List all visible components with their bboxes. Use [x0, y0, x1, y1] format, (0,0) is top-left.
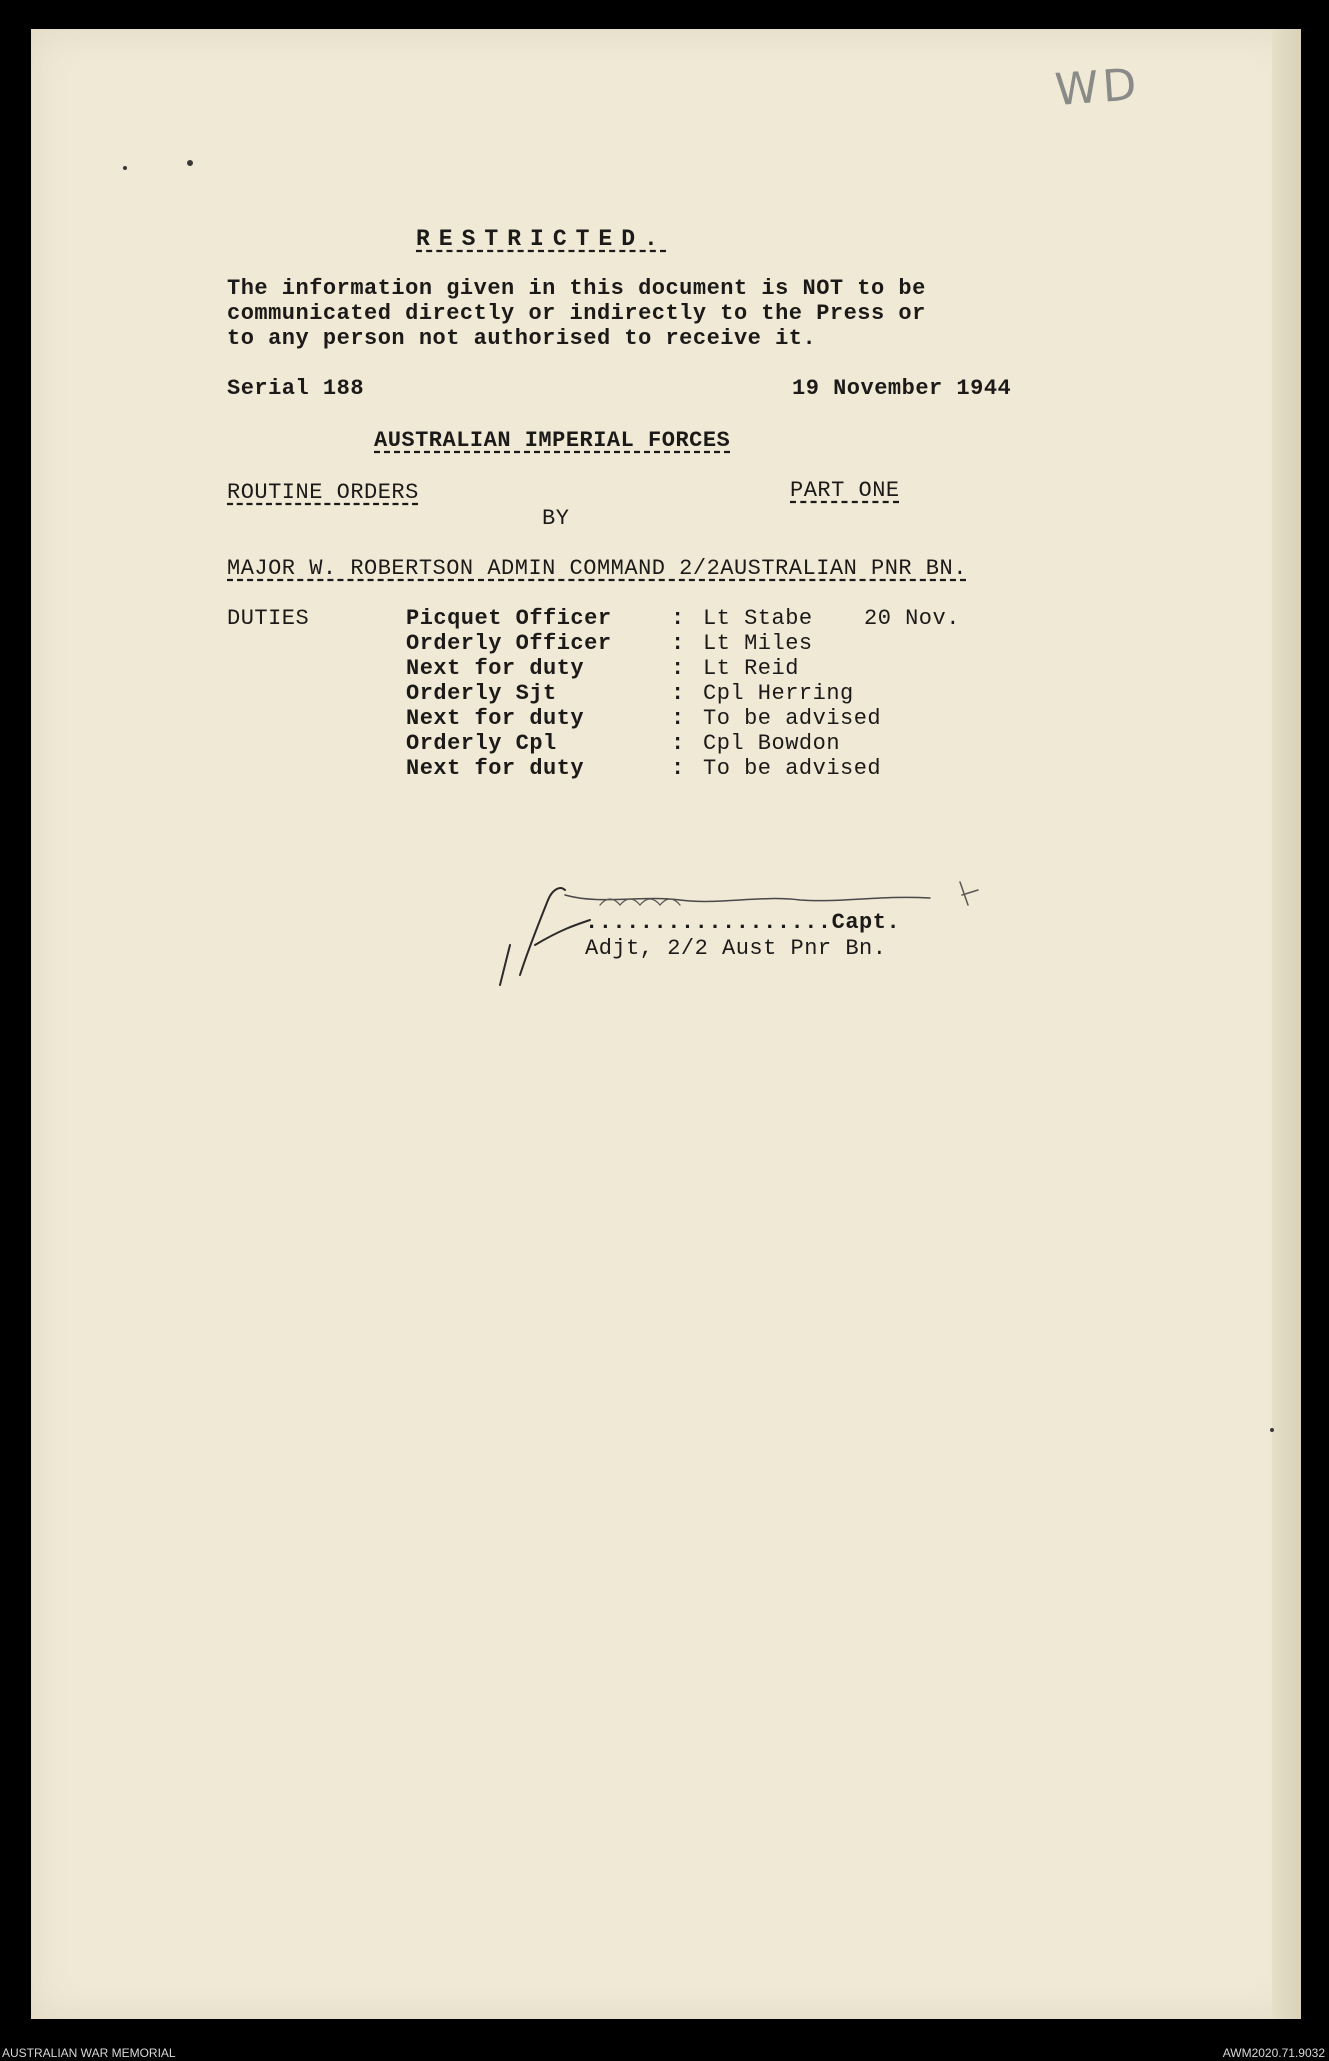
duty-assignee: Lt Stabe: [703, 606, 813, 631]
duty-assignee: Lt Reid: [703, 656, 799, 681]
duty-assignee: To be advised: [703, 706, 882, 731]
serial-number: Serial 188: [227, 376, 365, 401]
duty-role: Next for duty: [406, 656, 585, 681]
duty-separator: :: [671, 681, 685, 706]
duty-assignee: Lt Miles: [703, 631, 813, 656]
duty-separator: :: [671, 631, 685, 656]
signature-title: Adjt, 2/2 Aust Pnr Bn.: [585, 936, 887, 961]
notice-line-3: to any person not authorised to receive it.: [227, 326, 817, 351]
pencil-note: WD: [1053, 59, 1143, 116]
signature-line: ..................Capt.: [585, 910, 901, 935]
duty-role: Orderly Sjt: [406, 681, 557, 706]
duty-role: Next for duty: [406, 756, 585, 781]
duty-role: Orderly Officer: [406, 631, 612, 656]
duty-date: 20 Nov.: [864, 606, 960, 631]
duty-assignee: Cpl Bowdon: [703, 731, 841, 756]
unit-heading: AUSTRALIAN IMPERIAL FORCES: [374, 428, 731, 453]
duty-separator: :: [671, 606, 685, 631]
by-label: BY: [542, 506, 570, 531]
duty-role: Orderly Cpl: [406, 731, 557, 756]
commander-line: MAJOR W. ROBERTSON ADMIN COMMAND 2/2AUSTRALIAN PNR BN.: [227, 556, 967, 581]
notice-line-1: The information given in this document is NOT to be: [227, 276, 926, 301]
document-date: 19 November 1944: [792, 376, 1012, 401]
duty-role: Next for duty: [406, 706, 585, 731]
part-heading: PART ONE: [790, 478, 900, 503]
duty-separator: :: [671, 706, 685, 731]
duty-role: Picquet Officer: [406, 606, 612, 631]
page-edge: [1272, 29, 1301, 2019]
footer-credit: AUSTRALIAN WAR MEMORIAL: [2, 2046, 176, 2060]
duties-table: [406, 606, 1006, 796]
duty-assignee: Cpl Herring: [703, 681, 854, 706]
classification-heading: RESTRICTED.: [416, 226, 667, 252]
duty-separator: :: [671, 656, 685, 681]
duty-separator: :: [671, 731, 685, 756]
duties-label: DUTIES: [227, 606, 310, 631]
notice-line-2: communicated directly or indirectly to the Press or: [227, 301, 926, 326]
duty-assignee: To be advised: [703, 756, 882, 781]
duty-separator: :: [671, 756, 685, 781]
routine-orders-heading: ROUTINE ORDERS: [227, 480, 419, 505]
footer-catalogue-number: AWM2020.71.9032: [1222, 2046, 1325, 2060]
